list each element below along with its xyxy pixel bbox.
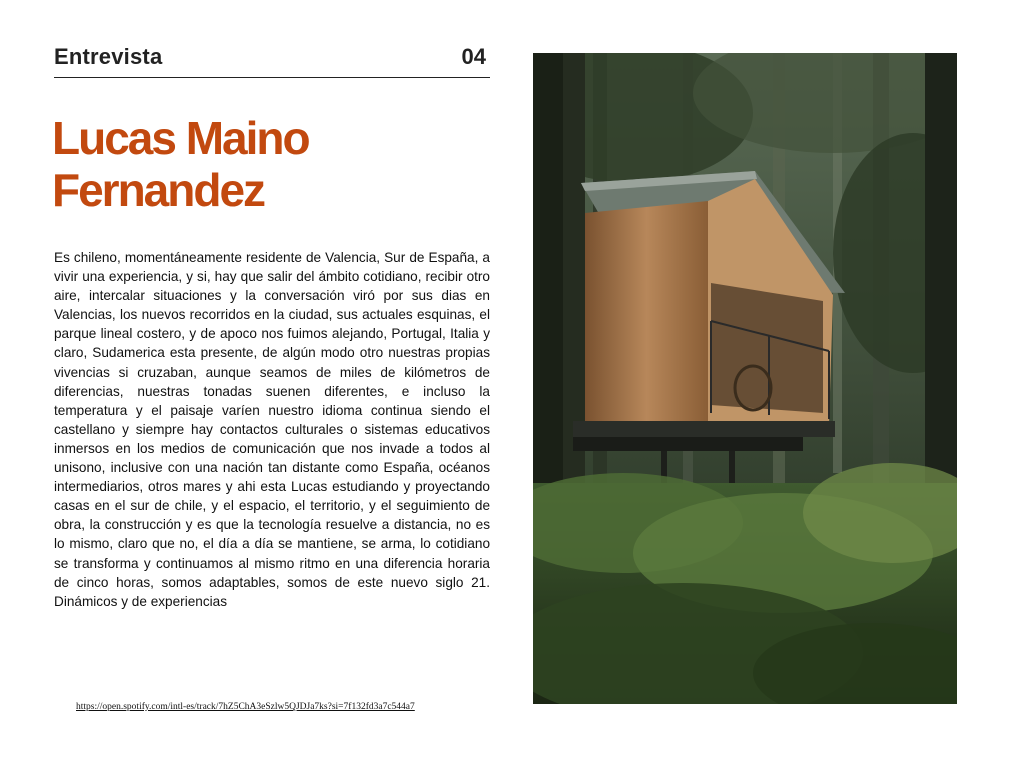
section-label: Entrevista — [54, 44, 163, 69]
article-title — [52, 112, 492, 216]
photo-illustration — [533, 53, 957, 704]
article-body: Es chileno, momentáneamente residente de Valencia, Sur de España, a vivir una experiencia, y si, hay que salir del ámbito cotidiano, recibir otro aire, intercalar situaciones y la conversación viró por sus dias en Valencias, los nuevos recorridos en la ciudad, sus actuales esquinas, el parque lineal costero, y de apoco nos fuimos alejando, Portugal, Italia y claro, Sudamerica esta presente, de algún modo otro nuestras propias vivencias si cruzaban, aunque seamos de miles de kilómetros de diferencias, nuestras tonadas suenen diferentes, e incluso la temperatura y el paisaje varíen nuestro idioma continua siendo el castellano y siempre hay contactos culturales o sistemas educativos inmersos en los medios de comunicación que nos invade a todos al unisono, inclusive con una nación tan distante como España, océanos intermediarios, otros mares y ahi esta Lucas estudiando y proyectando casas en el sur de chile, y el espacio, el territorio, y el seguimiento de obra, la construcción y es que la tecnología resuelve a distancia, no es lo mismo, claro que no, el día a día se mantiene, se arma, lo cotidiano se transforma y continuamos al mismo ritmo en una diferencia horaria de cinco horas, somos adaptables, somos de este nuevo siglo 21. Dinámicos y de experiencias — [54, 250, 490, 609]
title-line-first: Lucas Maino — [52, 112, 309, 164]
title-line-second: Fernandez — [52, 164, 265, 216]
spotify-link[interactable]: https://open.spotify.com/intl-es/track/7hZ5ChA3eSzlw5QJDJa7ks?si=7f132fd3a7c544a7 — [76, 702, 415, 712]
section-header — [54, 44, 490, 78]
page-number: 04 — [461, 44, 486, 69]
cabin-forest-photo — [533, 53, 957, 704]
